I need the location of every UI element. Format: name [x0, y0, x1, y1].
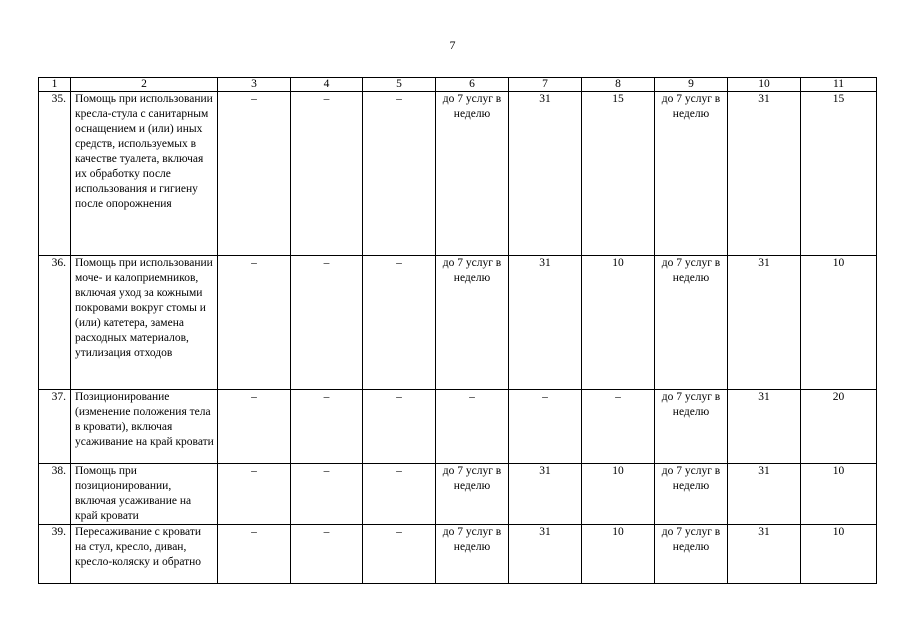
cell-col6: –	[436, 390, 509, 464]
header-cell: 4	[291, 78, 363, 92]
service-name: Помощь при использовании моче- и калоприемников, включая уход за кожными покровами вокруг стомы и (или) катетера, замена расходных материалов, утилизация отходов	[71, 256, 218, 390]
cell-col9: до 7 услуг в неделю	[655, 525, 728, 584]
cell-col3: –	[218, 525, 291, 584]
cell-col9: до 7 услуг в неделю	[655, 390, 728, 464]
cell-col11: 10	[801, 256, 877, 390]
cell-col10: 31	[728, 256, 801, 390]
cell-col8: –	[582, 390, 655, 464]
table-row	[39, 92, 877, 256]
cell-col8: 15	[582, 92, 655, 256]
header-cell: 3	[218, 78, 291, 92]
cell-col11: 15	[801, 92, 877, 256]
cell-col6: до 7 услуг в неделю	[436, 256, 509, 390]
header-cell: 11	[801, 78, 877, 92]
cell-col9: до 7 услуг в неделю	[655, 464, 728, 525]
cell-col11: 20	[801, 390, 877, 464]
header-cell: 7	[509, 78, 582, 92]
cell-col6: до 7 услуг в неделю	[436, 464, 509, 525]
cell-col5: –	[363, 92, 436, 256]
cell-col9: до 7 услуг в неделю	[655, 92, 728, 256]
header-cell: 5	[363, 78, 436, 92]
cell-col4: –	[291, 464, 363, 525]
cell-col7: 31	[509, 525, 582, 584]
page-number: 7	[449, 38, 456, 52]
row-number: 35.	[39, 92, 71, 256]
row-number: 36.	[39, 256, 71, 390]
cell-col8: 10	[582, 256, 655, 390]
service-name: Позиционирование (изменение положения тела в кровати), включая усаживание на край кровати	[71, 390, 218, 464]
cell-col4: –	[291, 525, 363, 584]
table-row	[39, 525, 877, 584]
cell-col4: –	[291, 256, 363, 390]
cell-col3: –	[218, 92, 291, 256]
cell-col7: 31	[509, 464, 582, 525]
table-row	[39, 256, 877, 390]
cell-col9: до 7 услуг в неделю	[655, 256, 728, 390]
service-name: Пересаживание с кровати на стул, кресло, диван, кресло-коляску и обратно	[71, 525, 218, 584]
cell-col7: 31	[509, 256, 582, 390]
cell-col5: –	[363, 525, 436, 584]
cell-col7: 31	[509, 92, 582, 256]
header-row	[39, 78, 877, 92]
cell-col4: –	[291, 92, 363, 256]
cell-col11: 10	[801, 525, 877, 584]
header-cell: 8	[582, 78, 655, 92]
cell-col6: до 7 услуг в неделю	[436, 525, 509, 584]
cell-col6: до 7 услуг в неделю	[436, 92, 509, 256]
services-table	[38, 77, 877, 584]
cell-col10: 31	[728, 390, 801, 464]
cell-col4: –	[291, 390, 363, 464]
cell-col10: 31	[728, 525, 801, 584]
cell-col10: 31	[728, 464, 801, 525]
cell-col7: –	[509, 390, 582, 464]
cell-col3: –	[218, 256, 291, 390]
cell-col3: –	[218, 464, 291, 525]
row-number: 37.	[39, 390, 71, 464]
header-cell: 6	[436, 78, 509, 92]
header-cell: 9	[655, 78, 728, 92]
table-row	[39, 390, 877, 464]
table-row	[39, 464, 877, 525]
service-name: Помощь при позиционировании, включая усаживание на край кровати	[71, 464, 218, 525]
cell-col10: 31	[728, 92, 801, 256]
row-number: 38.	[39, 464, 71, 525]
cell-col11: 10	[801, 464, 877, 525]
cell-col5: –	[363, 464, 436, 525]
service-name: Помощь при использовании кресла-стула с санитарным оснащением и (или) иных средств, используемых в качестве туалета, включая их обработку после использования и гигиену после опорожнения	[71, 92, 218, 256]
cell-col5: –	[363, 256, 436, 390]
header-cell: 2	[71, 78, 218, 92]
row-number: 39.	[39, 525, 71, 584]
header-cell: 1	[39, 78, 71, 92]
cell-col8: 10	[582, 464, 655, 525]
cell-col5: –	[363, 390, 436, 464]
cell-col3: –	[218, 390, 291, 464]
header-cell: 10	[728, 78, 801, 92]
cell-col8: 10	[582, 525, 655, 584]
